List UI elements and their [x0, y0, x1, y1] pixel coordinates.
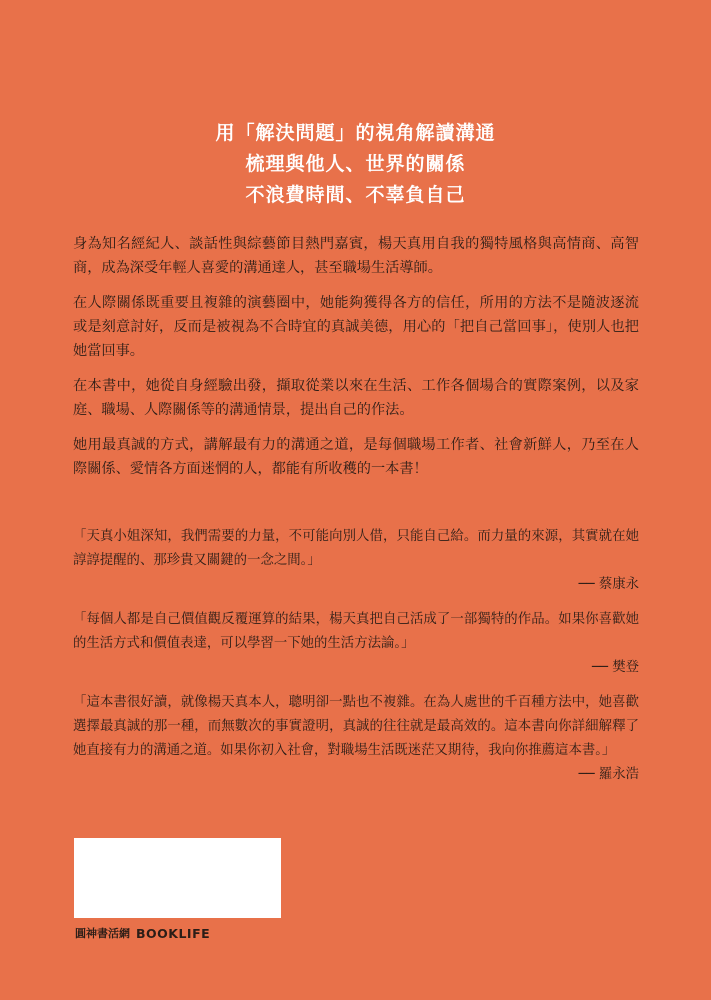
description — [73, 232, 639, 492]
publisher-logo — [75, 925, 210, 941]
headline-line-1: 用「解決問題」的視角解讀溝通 — [215, 122, 496, 144]
endorsement-author: ── 羅永浩 — [578, 767, 639, 782]
description-paragraph-1: 身為知名經紀人、談話性與綜藝節目熱門嘉賓，楊天真用自我的獨特風格與高情商、高智商，成為深受年輕人喜愛的溝通達人，甚至職場生活導師。 — [73, 236, 639, 276]
publisher-name: 圓神書活網 — [75, 927, 130, 940]
headline-line-3: 不浪費時間、不辜負自己 — [245, 184, 466, 206]
headline-line-2: 梳理與他人、世界的關係 — [245, 153, 466, 175]
description-paragraph-4: 她用最真誠的方式，講解最有力的溝通之道，是每個職場工作者、社會新鮮人，乃至在人際關係、愛情各方面迷惘的人，都能有所收穫的一本書！ — [73, 437, 639, 477]
endorsement-author: ── 樊登 — [591, 660, 639, 675]
endorsement-text: 「天真小姐深知，我們需要的力量，不可能向別人借，只能自己給。而力量的來源，其實就在她諄諄提醒的、那珍貴又關鍵的一念之間。」 — [73, 529, 639, 568]
description-paragraph-3: 在本書中，她從自身經驗出發，擷取從業以來在生活、工作各個場合的實際案例，以及家庭、職場、人際關係等的溝通情景，提出自己的作法。 — [73, 378, 639, 418]
endorsement-2 — [73, 608, 639, 680]
description-paragraph-2: 在人際關係既重要且複雜的演藝圈中，她能夠獲得各方的信任，所用的方法不是隨波逐流或是刻意討好，反而是被視為不合時宜的真誠美德，用心的「把自己當回事」，使別人也把她當回事。 — [73, 295, 639, 359]
endorsement-text: 「每個人都是自己價值觀反覆運算的結果，楊天真把自己活成了一部獨特的作品。如果你喜歡她的生活方式和價值表達，可以學習一下她的生活方法論。」 — [73, 612, 639, 651]
barcode-area — [74, 838, 281, 918]
endorsement-1 — [73, 525, 639, 597]
headline — [0, 118, 711, 211]
publisher-brand: BOOKLIFE — [136, 925, 211, 941]
endorsement-3 — [73, 691, 639, 787]
endorsement-author: ── 蔡康永 — [578, 577, 639, 592]
endorsement-text: 「這本書很好讀，就像楊天真本人，聰明卻一點也不複雜。在為人處世的千百種方法中，她喜歡選擇最真誠的那一種，而無數次的事實證明，真誠的往往就是最高效的。這本書向你詳細解釋了她直接有力的溝通之道。如果你初入社會，對職場生活既迷茫又期待，我向你推薦這本書。」 — [73, 695, 639, 758]
endorsements — [73, 525, 639, 798]
